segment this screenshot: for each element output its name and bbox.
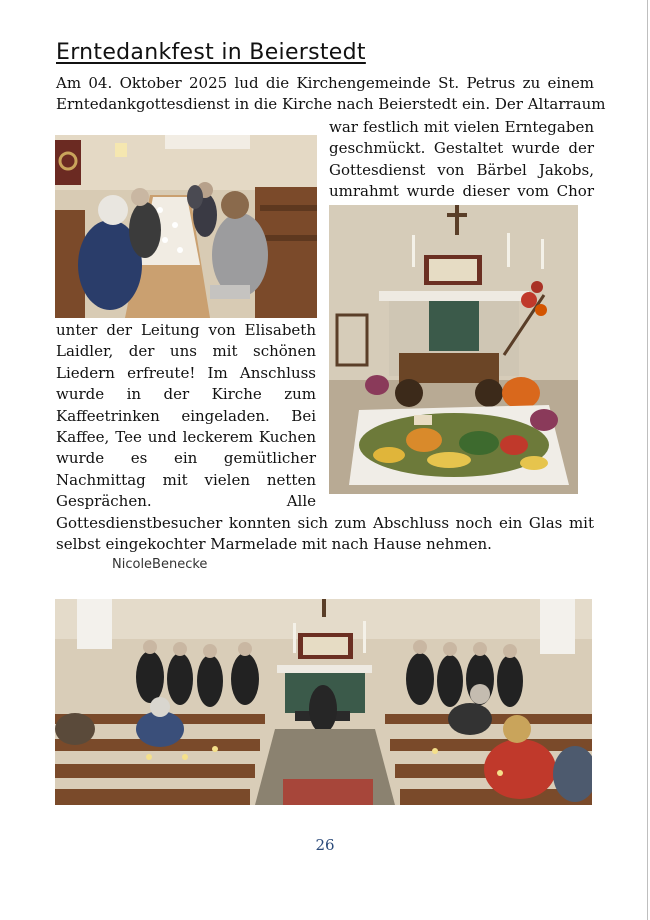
text-line: Erntedankgottesdienst in die Kirche nach Beierstedt ein. Der Altarraum [56, 95, 606, 114]
text-line: geschmückt. Gestaltet wurde der [329, 139, 594, 158]
photo-coffee-gathering [55, 135, 317, 318]
text-line: Gottesdienst von Bärbel Jakobs, [329, 160, 594, 179]
text-line: Nachmittag mit vielen netten [56, 470, 316, 489]
page-number: 26 [315, 836, 335, 854]
text-line: war festlich mit vielen Erntegaben [329, 118, 594, 136]
text-line: selbst eingekochter Marmelade mit nach Hause nehmen. [56, 535, 492, 554]
text-line: Kaffeetrinken eingeladen. Bei [56, 406, 316, 425]
text-line: umrahmt wurde dieser vom Chor [329, 182, 594, 201]
text-line: Am 04. Oktober 2025 lud die Kirchengemeinde St. Petrus zu einem [56, 74, 594, 92]
text-block-top [56, 73, 606, 116]
text-line: Kaffee, Tee und leckerem Kuchen [56, 428, 316, 447]
photo-church-choir [55, 599, 592, 805]
text-line: Liedern erfreute! Im Anschluss [56, 363, 316, 382]
text-block-left [56, 320, 316, 513]
text-line: unter der Leitung von Elisabeth [56, 321, 316, 339]
text-line: Gottesdienstbesucher konnten sich zum Abschluss noch ein Glas mit [56, 514, 594, 532]
text-line: wurde es ein gemütlicher [56, 449, 316, 468]
text-line: Laidler, der uns mit schönen [56, 342, 316, 361]
text-line: Gesprächen. Alle [56, 492, 316, 511]
photo-harvest-altar [329, 205, 578, 494]
text-block-right [329, 117, 594, 203]
author-signature: NicoleBenecke [112, 557, 208, 572]
text-line: wurde in der Kirche zum [56, 385, 316, 404]
text-block-bottom [56, 513, 594, 556]
article-title: Erntedankfest in Beierstedt [56, 40, 366, 65]
page-edge-divider [647, 0, 648, 920]
